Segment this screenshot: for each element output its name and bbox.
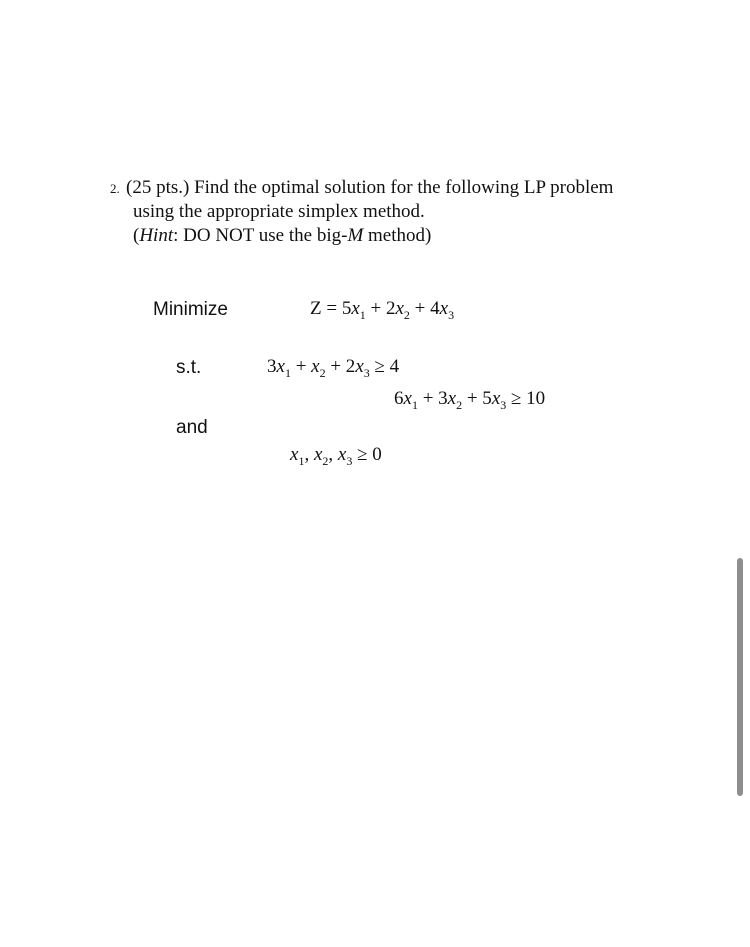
nonnegativity-constraint: $x_1$, $x_2$, $x_3 \ge 0$: [290, 444, 382, 468]
constraint-2: $6x_1 + 3x_2 + 5x_3 \ge 10$: [394, 388, 546, 412]
hint-middle: : DO NOT use the big-: [173, 225, 348, 246]
and-label: and: [176, 417, 208, 438]
minimize-label: Minimize: [153, 299, 228, 320]
question-line-2: using the appropriate simplex method.: [133, 201, 425, 222]
hint-m: M: [347, 225, 364, 246]
vertical-scrollbar[interactable]: [737, 558, 743, 796]
hint-line: [133, 224, 431, 248]
question-line-1: (25 pts.) Find the optimal solution for the following LP problem: [126, 177, 614, 198]
hint-open: (: [133, 225, 140, 246]
hint-end: method): [363, 225, 432, 246]
problem-number: 2.: [110, 181, 120, 196]
subject-to-label: s.t.: [176, 357, 202, 378]
constraint-1: $3x_1 + x_2 + 2x_3 \ge 4$: [267, 356, 400, 380]
hint-word: Hint: [139, 225, 174, 246]
objective-function: $Z = 5x_1 + 2x_2 + 4x_3$: [310, 298, 455, 322]
